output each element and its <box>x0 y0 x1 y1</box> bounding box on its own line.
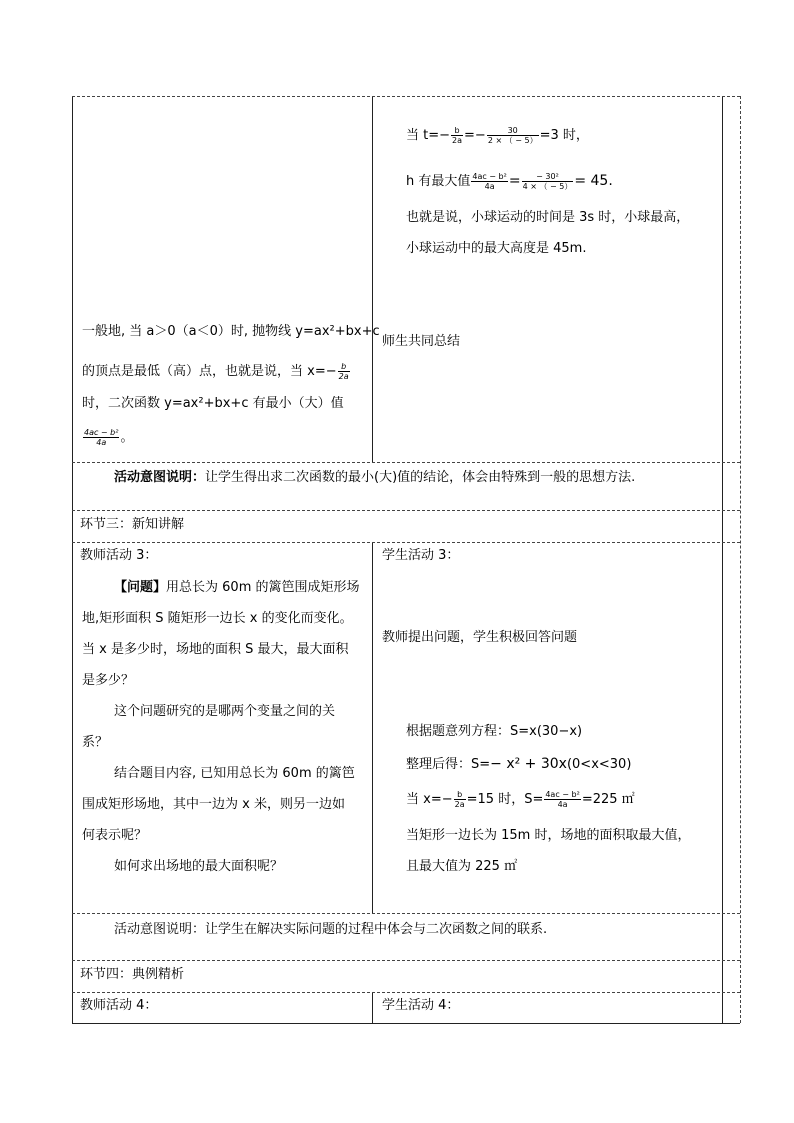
row-line-5 <box>72 960 740 961</box>
conclusion-line-2: 且最大值为 225 ㎡ <box>406 859 518 874</box>
question-2-line-3: 何表示呢？ <box>82 828 148 843</box>
table-left-border <box>72 96 73 1023</box>
column-divider-2 <box>372 542 373 913</box>
problem-line-4: 是多少？ <box>82 673 135 688</box>
question-2-line-1: 结合题目内容, 已知用总长为 60m 的篱笆 <box>114 766 355 781</box>
teacher-activity-4-title: 教师活动 4： <box>80 998 158 1013</box>
row-line-2 <box>72 510 740 511</box>
question-1-line-2: 系？ <box>82 735 109 750</box>
calc-line-2: h 有最大值 $\frac{\text{4ac − b²}}{4a}$ = $\frac{\text{− 30²}}{4 \times ( - 5)}$ = 45. <box>406 172 613 191</box>
calc-line-1: 当 t=− $\frac{b}{2a}$ =− $\frac{30}{2 \times ( - 5)}$ =3 时， <box>406 126 589 145</box>
column-divider-3 <box>372 992 373 1023</box>
question-3: 如何求出场地的最大面积呢？ <box>114 859 284 874</box>
row-line-1 <box>72 462 740 463</box>
student-activity-4-title: 学生活动 4： <box>382 998 460 1013</box>
question-1-line-1: 这个问题研究的是哪两个变量之间的关 <box>114 704 336 719</box>
row-line-3 <box>72 542 740 543</box>
row-line-top <box>72 96 740 97</box>
general-rule-line-2: 的顶点是最低（高）点，也就是说，当 x=− $\frac{b}{2a}$ <box>82 362 349 381</box>
section-4-title: 环节四：典例精析 <box>80 967 185 982</box>
problem-line-1: 【问题】用总长为 60m 的篱笆围成矩形场 <box>114 580 360 595</box>
general-rule-line-3: 时，二次函数 y=ax²+bx+c 有最小（大）值 <box>82 396 344 411</box>
calc-conclusion-line-2: 小球运动中的最大高度是 45m. <box>406 241 587 256</box>
problem-line-2: 地,矩形面积 S 随矩形一边长 x 的变化而变化。 <box>82 611 353 626</box>
row-line-bottom <box>72 1023 740 1024</box>
conclusion-line-1: 当矩形一边长为 15m 时，场地的面积取最大值， <box>406 828 691 843</box>
calc-conclusion-line-1: 也就是说，小球运动的时间是 3s 时，小球最高， <box>406 210 690 225</box>
teacher-activity-3-title: 教师活动 3： <box>80 548 158 563</box>
student-activity-3-title: 学生活动 3： <box>382 548 460 563</box>
summary-note: 师生共同总结 <box>382 334 461 349</box>
equation-line-1: 根据题意列方程：S=x(30−x) <box>406 724 583 739</box>
table-right-border <box>722 96 723 1023</box>
row-line-4 <box>72 913 740 914</box>
intent-1: 活动意图说明：让学生得出求二次函数的最小(大)值的结论，体会由特殊到一般的思想方法. <box>114 470 636 485</box>
problem-line-3: 当 x 是多少时，场地的面积 S 最大，最大面积 <box>82 642 349 657</box>
student-answer-note: 教师提出问题，学生积极回答问题 <box>382 630 578 645</box>
column-divider-1 <box>372 96 373 462</box>
intent-2: 活动意图说明：让学生在解决实际问题的过程中体会与二次函数之间的联系. <box>114 922 548 937</box>
outer-right-dashed-border <box>740 96 741 1023</box>
general-rule-line-1: 一般地, 当 a＞0（a＜0）时, 抛物线 y=ax²+bx+c <box>82 324 380 339</box>
section-3-title: 环节三：新知讲解 <box>80 517 185 532</box>
row-line-6 <box>72 992 740 993</box>
equation-line-2: 整理后得：S=− x² + 30x(0<x<30) <box>406 756 632 772</box>
equation-line-3: 当 x=− $\frac{b}{2a}$ =15 时，S= $\frac{\text{4ac − b²}}{4a}$ =225 ㎡ <box>406 790 635 809</box>
general-rule-line-4: $\frac{\text{4ac − b²}}{4a}$ 。 <box>84 428 134 447</box>
question-2-line-2: 围成矩形场地，其中一边为 x 米，则另一边如 <box>82 797 345 812</box>
